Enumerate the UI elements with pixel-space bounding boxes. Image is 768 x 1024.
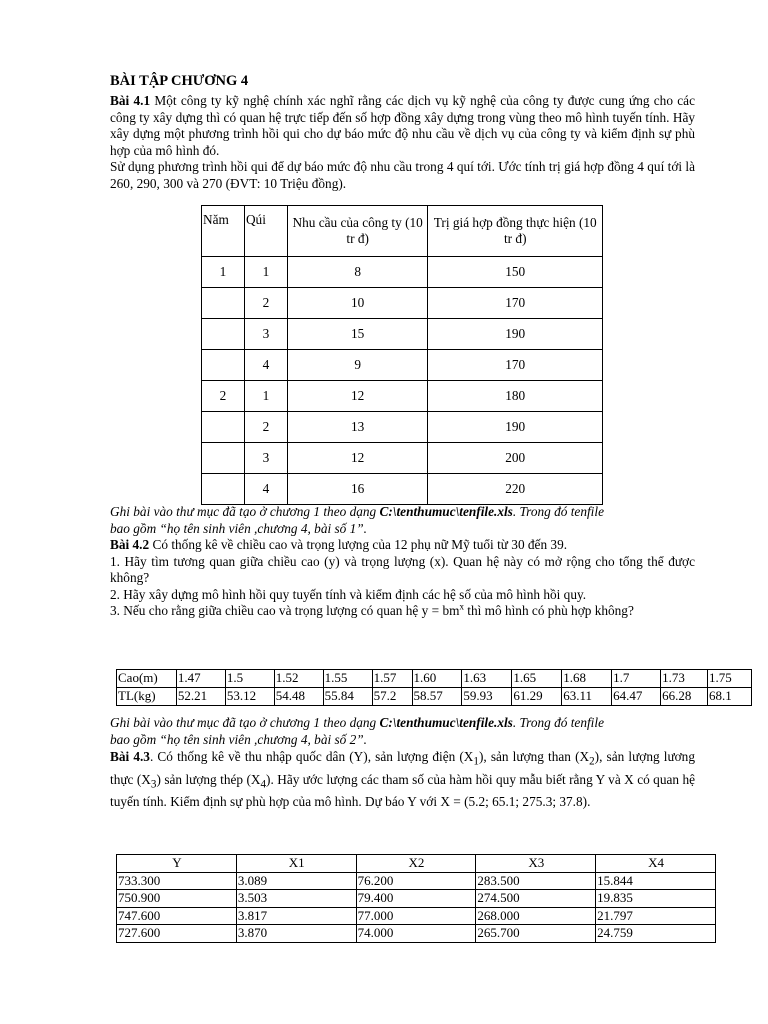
table-row: 750.900 3.503 79.400 274.500 19.835 (117, 890, 716, 908)
table-row: 733.300 3.089 76.200 283.500 15.844 (117, 872, 716, 890)
exercise-4-3-text (110, 715, 695, 811)
exercise-4-1-table (201, 205, 603, 505)
table-row: 1 1 8 150 (202, 257, 603, 288)
exercise-4-3-label: Bài 4.3 (110, 749, 150, 764)
exercise-4-2-text (110, 504, 695, 620)
table-row: 2 1 12 180 (202, 381, 603, 412)
table-row: 4 16 220 (202, 474, 603, 505)
exercise-4-2-question-1: 1. Hãy tìm tương quan giữa chiều cao (y) và trọng lượng (x). Quan hệ này có mở rộng cho tổng thể được không? (110, 553, 695, 585)
table-row: 3 12 200 (202, 443, 603, 474)
table-row: 727.600 3.870 74.000 265.700 24.759 (117, 925, 716, 943)
table-row-weight: TL(kg) 52.21 53.12 54.48 55.84 57.2 58.57 59.93 61.29 63.11 64.47 66.28 68.1 (117, 688, 752, 706)
exercise-4-3-table (116, 854, 716, 943)
exercise-4-1-intro: Bài 4.1 Một công ty kỹ nghệ chính xác nghĩ rằng các dịch vụ kỹ nghệ của công ty được cung ứng cho các công ty xây dựng thì có quan hệ trực tiếp đến số hợp đồng xây dựng trong vùng theo mô hình tuyến tính. Hãy xây dựng một phương trình hồi qui cho dự báo mức độ nhu cầu về dịch vụ của công ty và kiểm định sự phù hợp của mô hình đó. (110, 93, 695, 158)
exercise-4-1-forecast: Sử dụng phương trình hồi qui để dự báo mức độ nhu cầu trong 4 quí tới. Ước tính trị giá hợp đồng 4 quí tới là 260, 290, 300 và 270 (ĐVT: 10 Triệu đồng). (110, 159, 695, 191)
exercise-4-1-label: Bài 4.1 (110, 93, 151, 108)
save-note-1-detail: bao gồm “họ tên sinh viên ,chương 4, bài số 1”. (110, 520, 368, 536)
file-path: C:\tenthumuc\tenfile.xls (379, 504, 513, 519)
table-row: 3 15 190 (202, 319, 603, 350)
table-row: 2 10 170 (202, 288, 603, 319)
table-row: 2 13 190 (202, 412, 603, 443)
table-row-height: Cao(m) 1.47 1.5 1.52 1.55 1.57 1.60 1.63 1.65 1.68 1.7 1.73 1.75 (117, 670, 752, 688)
save-note-2-detail: bao gồm “họ tên sinh viên ,chương 4, bài số 2”. (110, 731, 368, 747)
exercise-4-2-question-2: 2. Hãy xây dựng mô hình hồi quy tuyến tính và kiểm định các hệ số của mô hình hồi quy. (110, 586, 587, 602)
header-contract-value: Trị giá hợp đồng thực hiện (10 tr đ) (428, 206, 603, 257)
exercise-4-2-question-3: 3. Nếu cho rằng giữa chiều cao và trọng lượng có quan hệ $y = bm^x$ thì mô hình có phù hợp không? (110, 601, 634, 618)
save-note-2: Ghi bài vào thư mục đã tạo ở chương 1 theo dạng C:\tenthumuc\tenfile.xls. Trong đó tenfile (110, 715, 604, 730)
save-note-1: Ghi bài vào thư mục đã tạo ở chương 1 theo dạng C:\tenthumuc\tenfile.xls. Trong đó tenfile (110, 504, 604, 519)
table-header-row: Y X1 X2 X3 X4 (117, 855, 716, 873)
main-text (110, 73, 695, 192)
exercise-4-2-intro: Bài 4.2 Có thống kê về chiều cao và trọng lượng của 12 phụ nữ Mỹ tuổi từ 30 đến 39. (110, 537, 568, 552)
header-year: Năm (202, 206, 245, 257)
file-path: C:\tenthumuc\tenfile.xls (379, 715, 513, 730)
exercise-4-3-intro: Bài 4.3. Có thống kê về thu nhập quốc dân (Y), sản lượng điện $(X_1)$, sản lượng than $(X_2)$, sản lượng lương thực $(X_3)$ sản lượng thép $(X_4)$. Hãy ước lượng các tham số của hàm hồi quy mẫu biết rằng Y và X có quan hệ tuyến tính. Kiểm định sự phù hợp của mô hình. Dự báo Y với X = (5.2; 65.1; 275.3; 37.8). (110, 749, 695, 810)
exercise-4-2-table (116, 669, 752, 706)
exercise-4-2-label: Bài 4.2 (110, 537, 150, 552)
table-row: 4 9 170 (202, 350, 603, 381)
table-header-row (202, 206, 603, 257)
header-quarter: Qúi (244, 206, 287, 257)
table-row: 747.600 3.817 77.000 268.000 21.797 (117, 907, 716, 925)
header-demand: Nhu cầu của công ty (10 tr đ) (287, 206, 428, 257)
chapter-title: BÀI TẬP CHƯƠNG 4 (110, 73, 249, 89)
